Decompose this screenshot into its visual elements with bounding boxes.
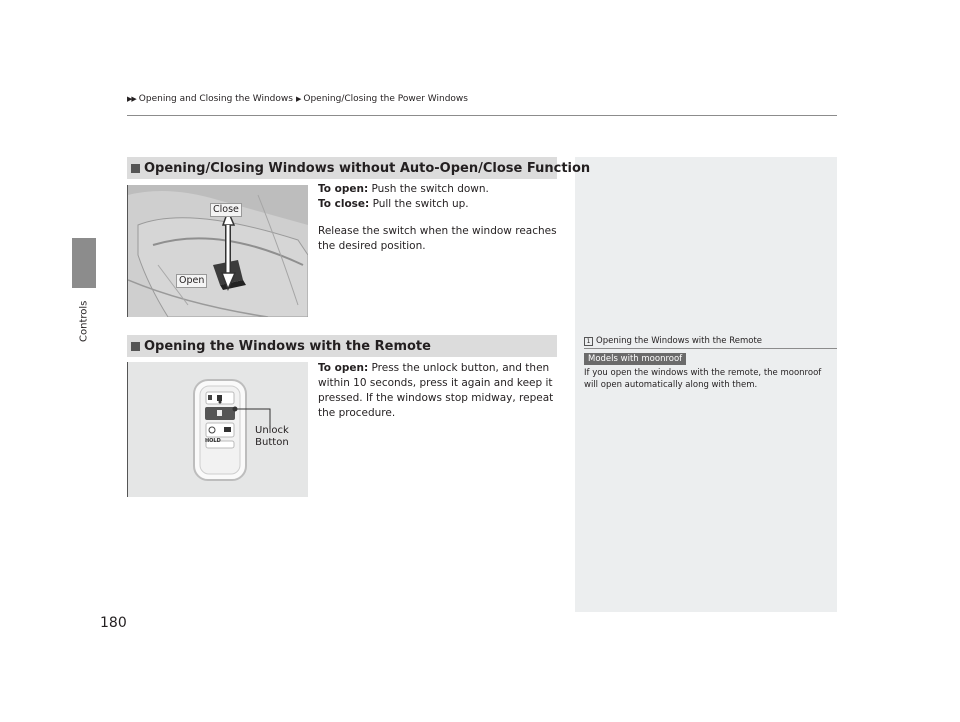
breadcrumb-arrow-icon: ▶ [295, 95, 301, 103]
note-title [584, 336, 762, 346]
unlock-callout-line2: Button [255, 437, 289, 448]
unlock-callout-line1: Unlock [255, 425, 289, 436]
heading-square-icon [131, 342, 140, 351]
breadcrumb [127, 94, 468, 104]
breadcrumb-item-power-windows[interactable]: Opening/Closing the Power Windows [303, 94, 468, 104]
hold-button-label: HOLD [205, 438, 221, 444]
chapter-tab-marker [72, 238, 96, 288]
release-instruction: Release the switch when the window reaches the desired position. [318, 225, 557, 252]
section2-body: To open: Press the unlock button, and then within 10 seconds, press it again and keep it pressed. If the windows stop midway, repeat the procedure. [318, 362, 554, 419]
model-badge: Models with moonroof [584, 353, 686, 365]
note-divider [584, 348, 837, 349]
breadcrumb-item-windows[interactable]: Opening and Closing the Windows [138, 94, 293, 104]
header-divider [127, 115, 837, 116]
close-instruction: To close: Pull the switch up. [318, 198, 469, 210]
section-heading-text: Opening the Windows with the Remote [144, 338, 431, 354]
note-body: If you open the windows with the remote, the moonroof will open automatically along with them. [584, 368, 822, 390]
section-heading-auto-open [127, 157, 591, 179]
section1-body [318, 182, 558, 254]
section-heading-text: Opening/Closing Windows without Auto-Open/Close Function [144, 160, 591, 176]
open-callout: Open [176, 274, 207, 288]
page-number: 180 [100, 615, 127, 631]
open-instruction: To open: Push the switch down. [318, 183, 489, 195]
chapter-tab-label: Controls [78, 300, 90, 342]
breadcrumb-arrow-icon: ▶▶ [127, 95, 136, 103]
heading-square-icon [131, 164, 140, 173]
section-heading-remote [127, 335, 557, 357]
unlock-button-callout [255, 425, 289, 449]
note-title-text: Opening the Windows with the Remote [596, 336, 763, 346]
note-marker-icon: 1 [584, 337, 593, 346]
close-callout: Close [210, 203, 242, 217]
